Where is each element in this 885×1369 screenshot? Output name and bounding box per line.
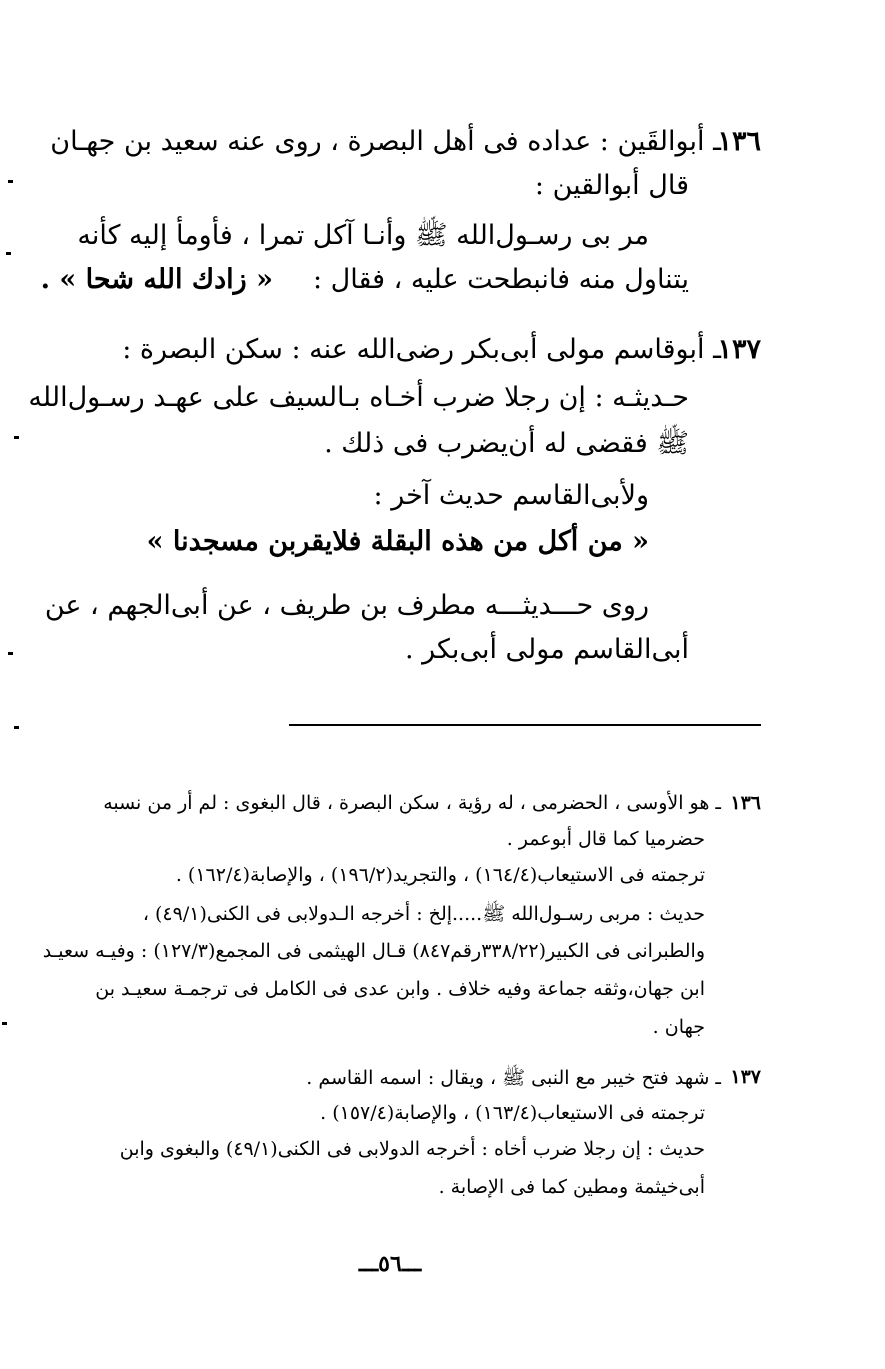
entry-137-line-2: حـديثـه : إن رجلا ضرب أخـاه بـالسيف على عهـد رسـول‌الله <box>28 382 689 413</box>
entry-136-line-3: مر بى رسـول‌الله ﷺ وأنـا آكل تمرا ، فأومأ إليه كأنه <box>77 220 649 251</box>
footnote-137-line-3: حديث : إن رجلا ضرب أخاه : أخرجه الدولابى فى الكنى(٤٩/١) والبغوى وابن <box>119 1138 705 1160</box>
entry-137-line-1: ـ أبوقاسم مولى أبى‌بكر رضى‌الله عنه : سكن البصرة : <box>122 334 721 365</box>
page-number: ـــ٥٦ـــ <box>358 1251 422 1277</box>
scan-speck <box>2 1022 7 1025</box>
entry-136-quote: « زادك الله شحا » . <box>40 264 273 295</box>
footnote-137-line-1: ـ شهد فتح خيبر مع النبى ﷺ ، ويقال : اسمه القاسم . <box>306 1067 721 1089</box>
entry-137-line-6: روى حـــديثـــه مطرف بن طريف ، عن أبى‌الجهم ، عن <box>44 590 649 621</box>
entry-137-line-7: أبى‌القاسم مولى أبى‌بكر . <box>404 634 689 665</box>
scan-speck <box>14 436 19 439</box>
entry-136-number: ١٣٦ <box>717 126 761 157</box>
entry-137-number: ١٣٧ <box>717 334 761 365</box>
footnote-separator <box>289 724 761 726</box>
footnote-136-line-7: جهان . <box>652 1016 705 1038</box>
footnote-137-line-4: أبى‌خيثمة ومطين كما فى الإصابة . <box>438 1176 705 1198</box>
footnote-136-line-2: حضرميا كما قال أبوعمر . <box>506 828 705 850</box>
footnote-136-line-4: حديث : مربى رسـول‌الله ﷺ.....إلخ : أخرجه الـدولابى فى الكنى(٤٩/١) ، <box>142 903 705 925</box>
entry-137-line-3: ﷺ فقضى له أن‌يضرب فى ذلك . <box>324 428 689 459</box>
footnote-136-number: ١٣٦ <box>730 792 761 814</box>
scan-speck <box>14 726 19 729</box>
footnote-136-line-3: ترجمته فى الاستيعاب(١٦٤/٤) ، والتجريد(١٩٦/٢) ، والإصابة(١٦٢/٤) . <box>175 864 705 886</box>
footnote-136-line-6: ابن جهان،وثقه جماعة وفيه خلاف . وابن عدى فى الكامل فى ترجمـة سعيـد بن <box>95 978 705 1000</box>
footnote-137-number: ١٣٧ <box>730 1066 761 1088</box>
entry-136-line-4a: يتناول منه فانبطحت عليه ، فقال : <box>312 264 689 295</box>
scan-speck <box>6 252 11 255</box>
footnote-136-line-5: والطبرانى فى الكبير(٣٣٨/٢٢رقم٨٤٧) قـال الهيثمى فى المجمع(١٢٧/٣) : وفيـه سعيـد <box>42 940 705 962</box>
scan-speck <box>8 652 13 655</box>
footnote-136-line-1: ـ هو الأوسى ، الحضرمى ، له رؤية ، سكن البصرة ، قال البغوى : لم أر من نسبه <box>103 792 721 814</box>
entry-137-line-4: ولأبى‌القاسم حديث آخر : <box>373 480 649 511</box>
entry-136-line-2: قال أبوالقين : <box>534 170 689 201</box>
entry-137-quote: « من أكل من هذه البقلة فلايقربن مسجدنا » <box>146 526 649 557</box>
entry-136-line-1: ـ أبوالقَين : عداده فى أهل البصرة ، روى عنه سعيد بن جهـان <box>50 126 721 157</box>
scan-speck <box>8 180 13 183</box>
footnote-137-line-2: ترجمته فى الاستيعاب(١٦٣/٤) ، والإصابة(١٥٧/٤) . <box>320 1102 705 1124</box>
